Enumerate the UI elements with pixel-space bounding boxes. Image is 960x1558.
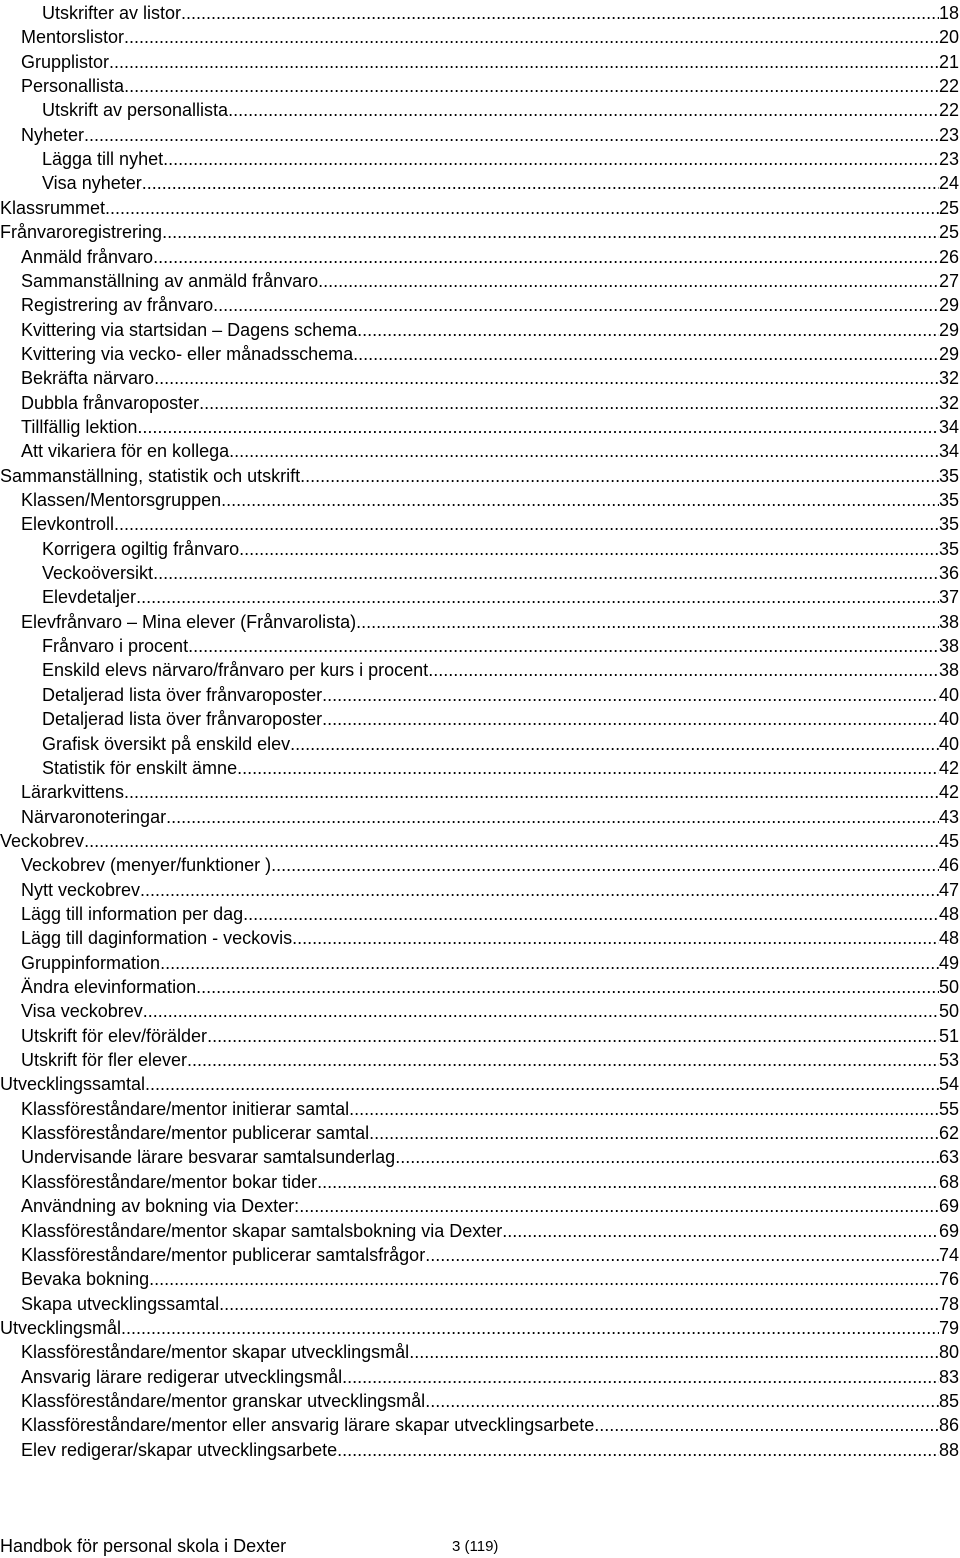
toc-entry-page-number: 46 [938, 855, 959, 876]
toc-entry-page-number: 63 [938, 1147, 959, 1168]
toc-entry-page-number: 20 [938, 27, 959, 48]
toc-entry[interactable] [0, 829, 959, 853]
toc-entry-page-number: 43 [938, 806, 959, 827]
toc-entry-title: Grupplistor [21, 51, 110, 72]
toc-dot-leader [207, 1024, 939, 1048]
toc-entry-title: Detaljerad lista över frånvaroposter [42, 684, 323, 705]
toc-dot-leader [162, 220, 939, 244]
toc-dot-leader [300, 464, 939, 488]
toc-entry[interactable] [0, 1048, 959, 1072]
toc-dot-leader [105, 196, 939, 220]
toc-entry[interactable] [0, 1243, 959, 1267]
toc-entry-page-number: 42 [938, 757, 959, 778]
toc-dot-leader [395, 1145, 939, 1169]
toc-dot-leader [124, 25, 939, 49]
toc-entry-page-number: 40 [938, 733, 959, 754]
toc-entry-title: Klassföreståndare/mentor bokar tider [21, 1171, 318, 1192]
toc-dot-leader [153, 245, 939, 269]
toc-entry[interactable] [0, 610, 959, 634]
toc-entry[interactable] [0, 512, 959, 536]
toc-entry-title: Utvecklingsmål [0, 1317, 122, 1338]
toc-dot-leader [292, 926, 939, 950]
toc-dot-leader [234, 439, 939, 463]
toc-entry[interactable] [0, 1438, 959, 1462]
toc-entry-page-number: 54 [938, 1074, 959, 1095]
footer-title: Handbok för personal skola i Dexter [0, 1536, 287, 1556]
toc-entry-title: Frånvaroregistrering [0, 222, 163, 243]
toc-entry-page-number: 40 [938, 684, 959, 705]
toc-entry-title: Veckobrev [0, 830, 85, 851]
toc-entry-page-number: 79 [938, 1317, 959, 1338]
toc-entry-title: Sammanställning, statistik och utskrift [0, 465, 301, 486]
toc-entry-title: Att vikariera för en kollega. [21, 441, 235, 462]
toc-entry[interactable] [0, 1024, 959, 1048]
toc-entry-page-number: 23 [938, 124, 959, 145]
toc-entry[interactable] [0, 245, 959, 269]
toc-dot-leader [239, 537, 939, 561]
toc-dot-leader [228, 98, 939, 122]
toc-dot-leader [149, 1267, 939, 1291]
toc-entry-title: Klassföreståndare/mentor skapar utvecklingsmål [21, 1342, 410, 1363]
toc-entry[interactable] [0, 391, 959, 415]
toc-entry-title: Ändra elevinformation [21, 977, 197, 997]
toc-entry[interactable] [0, 951, 959, 975]
toc-dot-leader [142, 171, 939, 195]
toc-entry-title: Nytt veckobrev [21, 879, 141, 900]
toc-dot-leader [409, 1340, 939, 1364]
toc-entry[interactable] [0, 878, 959, 902]
toc-dot-leader [196, 975, 939, 999]
toc-entry[interactable] [0, 999, 959, 1023]
toc-entry-page-number: 88 [938, 1439, 959, 1460]
toc-entry-page-number: 29 [938, 319, 959, 340]
toc-entry-page-number: 32 [938, 392, 959, 413]
toc-entry-title: Registrering av frånvaro [21, 295, 214, 316]
toc-entry-title: Visa veckobrev [21, 1001, 143, 1022]
toc-entry-page-number: 35 [938, 490, 959, 510]
toc-entry-page-number: 35 [938, 538, 959, 559]
toc-dot-leader [502, 1219, 939, 1243]
toc-dot-leader [199, 391, 939, 415]
toc-dot-leader [124, 74, 939, 98]
toc-entry[interactable] [0, 732, 959, 756]
toc-dot-leader [187, 1048, 939, 1072]
toc-entry-title: Klassföreståndare/mentor publicerar samtalsfrågor [21, 1244, 426, 1265]
toc-entry-page-number: 51 [938, 1025, 959, 1046]
toc-entry[interactable] [0, 1145, 959, 1169]
toc-entry[interactable] [0, 293, 959, 317]
toc-dot-leader [237, 756, 939, 780]
toc-entry-title: Bekräfta närvaro [21, 368, 155, 389]
toc-entry[interactable] [0, 634, 959, 658]
toc-entry[interactable] [0, 1413, 959, 1437]
toc-entry[interactable] [0, 196, 959, 220]
toc-dot-leader [124, 780, 939, 804]
toc-entry-title: Klassen/Mentorsgruppen [21, 490, 222, 510]
toc-dot-leader [356, 610, 939, 634]
toc-entry-page-number: 18 [938, 3, 959, 23]
toc-dot-leader [219, 1292, 939, 1316]
toc-entry-page-number: 86 [938, 1415, 959, 1436]
toc-entry-page-number: 48 [938, 928, 959, 949]
toc-entry-page-number: 29 [938, 343, 959, 364]
toc-entry-title: Utskrift av personallista [42, 100, 229, 121]
toc-dot-leader [114, 512, 939, 536]
toc-dot-leader [109, 50, 939, 74]
toc-entry-page-number: 45 [938, 830, 959, 851]
toc-entry-page-number: 38 [938, 660, 959, 681]
toc-dot-leader [163, 147, 939, 171]
toc-entry[interactable] [0, 805, 959, 829]
toc-entry-title: Elev redigerar/skapar utvecklingsarbete [21, 1439, 338, 1460]
toc-entry-title: Sammanställning av anmäld frånvaro [21, 270, 319, 291]
toc-entry-page-number: 62 [938, 1123, 959, 1144]
toc-dot-leader [425, 1389, 939, 1413]
toc-entry[interactable] [0, 756, 959, 780]
toc-entry-title: Mentorslistor [21, 27, 125, 48]
toc-entry-page-number: 47 [938, 879, 959, 900]
toc-entry-title: Statistik för enskilt ämne [42, 757, 238, 778]
toc-entry-page-number: 69 [938, 1196, 959, 1217]
toc-entry-title: Utskrift för fler elever [21, 1050, 188, 1071]
toc-entry[interactable] [0, 1292, 959, 1316]
toc-entry-page-number: 76 [938, 1269, 959, 1290]
toc-entry[interactable] [0, 1219, 959, 1243]
toc-entry[interactable] [0, 318, 959, 342]
toc-dot-leader [299, 1194, 939, 1218]
toc-dot-leader [349, 1097, 939, 1121]
toc-entry[interactable] [0, 1340, 959, 1364]
toc-dot-leader [153, 561, 939, 585]
toc-entry-page-number: 55 [938, 1098, 959, 1119]
toc-entry[interactable] [0, 537, 959, 561]
toc-dot-leader [322, 707, 939, 731]
toc-dot-leader [145, 1072, 939, 1096]
toc-dot-leader [121, 1316, 939, 1340]
toc-entry-page-number: 26 [938, 246, 959, 267]
toc-entry[interactable] [0, 415, 959, 439]
toc-entry-title: Kvittering via startsidan – Dagens schema [21, 319, 358, 340]
toc-entry[interactable] [0, 683, 959, 707]
toc-entry-page-number: 22 [938, 100, 959, 121]
toc-entry-title: Klassföreståndare/mentor publicerar samtal [21, 1123, 370, 1144]
toc-entry-page-number: 24 [938, 173, 959, 194]
toc-entry-page-number: 80 [938, 1342, 959, 1363]
toc-entry[interactable] [0, 1170, 959, 1194]
toc-entry-page-number: 38 [938, 636, 959, 657]
toc-entry-title: Tillfällig lektion [21, 416, 138, 437]
toc-dot-leader [84, 829, 939, 853]
toc-entry-title: Ansvarig lärare redigerar utvecklingsmål [21, 1366, 343, 1387]
toc-entry[interactable] [0, 269, 959, 293]
toc-dot-leader [137, 415, 939, 439]
toc-entry[interactable] [0, 74, 959, 98]
toc-dot-leader [425, 1243, 939, 1267]
toc-entry-page-number: 78 [938, 1293, 959, 1314]
toc-entry-page-number: 50 [938, 977, 959, 997]
toc-entry-title: Nyheter [21, 124, 85, 145]
toc-entry[interactable] [0, 1267, 959, 1291]
toc-entry-page-number: 34 [938, 416, 959, 437]
toc-entry[interactable] [0, 780, 959, 804]
toc-entry-page-number: 40 [938, 709, 959, 730]
toc-entry-page-number: 83 [938, 1366, 959, 1387]
toc-entry-title: Klassföreståndare/mentor skapar samtalsbokning via Dexter [21, 1220, 503, 1241]
toc-entry-page-number: 69 [938, 1220, 959, 1241]
toc-entry[interactable] [0, 1, 959, 25]
toc-dot-leader [166, 805, 939, 829]
toc-entry-title: Gruppinformation [21, 952, 161, 973]
toc-entry-title: Användning av bokning via Dexter: [21, 1196, 300, 1217]
toc-entry-title: Personallista [21, 76, 125, 97]
toc-entry-title: Lärarkvittens [21, 782, 125, 803]
toc-entry-page-number: 49 [938, 952, 959, 973]
toc-dot-leader [342, 1365, 939, 1389]
toc-entry[interactable] [0, 98, 959, 122]
toc-entry-title: Lägga till nyhet [42, 149, 164, 170]
toc-entry-title: Dubbla frånvaroposter [21, 392, 200, 413]
toc-dot-leader [143, 999, 939, 1023]
toc-entry[interactable] [0, 1194, 959, 1218]
toc-dot-leader [594, 1413, 939, 1437]
toc-entry-page-number: 29 [938, 295, 959, 316]
toc-entry-page-number: 37 [938, 587, 959, 608]
toc-entry-title: Klassföreståndare/mentor eller ansvarig lärare skapar utvecklingsarbete [21, 1415, 595, 1436]
toc-entry-page-number: 85 [938, 1390, 959, 1411]
toc-entry-page-number: 42 [938, 782, 959, 803]
toc-entry-title: Anmäld frånvaro [21, 246, 154, 267]
toc-entry-title: Undervisande lärare besvarar samtalsunderlag [21, 1147, 396, 1168]
toc-entry-title: Visa nyheter [42, 173, 142, 194]
toc-entry-page-number: 35 [938, 514, 959, 535]
toc-dot-leader [317, 1170, 939, 1194]
toc-entry-page-number: 53 [938, 1050, 959, 1071]
toc-entry[interactable] [0, 439, 959, 463]
toc-entry[interactable] [0, 853, 959, 877]
toc-entry[interactable] [0, 1097, 959, 1121]
toc-entry-title: Grafisk översikt på enskild elev [42, 733, 291, 754]
toc-entry-page-number: 38 [938, 611, 959, 632]
toc-dot-leader [322, 683, 939, 707]
toc-entry-title: Korrigera ogiltig frånvaro [42, 538, 240, 559]
footer-page-number: 3 (119) [452, 1538, 499, 1555]
toc-entry[interactable] [0, 171, 959, 195]
toc-entry[interactable] [0, 464, 959, 488]
toc-entry-title: Klassrummet [0, 197, 106, 218]
toc-entry-title: Frånvaro i procent [42, 636, 189, 657]
toc-entry-page-number: 68 [938, 1171, 959, 1192]
toc-entry-page-number: 21 [938, 51, 959, 72]
toc-entry-title: Veckobrev (menyer/funktioner ) [21, 855, 272, 876]
toc-entry-page-number: 48 [938, 903, 959, 924]
toc-entry[interactable] [0, 123, 959, 147]
toc-entry-page-number: 74 [938, 1244, 959, 1265]
toc-entry[interactable] [0, 366, 959, 390]
toc-entry-title: Elevkontroll [21, 514, 115, 535]
toc-entry[interactable] [0, 1389, 959, 1413]
toc-dot-leader [357, 318, 939, 342]
toc-entry[interactable] [0, 1121, 959, 1145]
toc-entry-title: Detaljerad lista över frånvaroposter [42, 709, 323, 730]
toc-entry[interactable] [0, 25, 959, 49]
toc-entry-title: Lägg till daginformation - veckovis [21, 928, 293, 949]
toc-entry-title: Närvaronoteringar [21, 806, 167, 827]
toc-dot-leader [136, 585, 939, 609]
toc-entry-title: Klassföreståndare/mentor granskar utvecklingsmål [21, 1390, 426, 1411]
toc-dot-leader [353, 342, 939, 366]
toc-dot-leader [188, 634, 939, 658]
toc-dot-leader [84, 123, 939, 147]
toc-entry[interactable] [0, 975, 959, 999]
toc-entry-title: Elevdetaljer [42, 587, 137, 608]
toc-entry[interactable] [0, 488, 959, 512]
toc-entry[interactable] [0, 658, 959, 682]
toc-entry-page-number: 27 [938, 270, 959, 291]
toc-entry-title: Elevfrånvaro – Mina elever (Frånvarolista) [21, 611, 357, 632]
toc-entry-page-number: 25 [938, 197, 959, 218]
toc-entry-title: Klassföreståndare/mentor initierar samtal [21, 1098, 350, 1119]
toc-entry-page-number: 23 [938, 149, 959, 170]
toc-entry[interactable] [0, 585, 959, 609]
toc-entry[interactable] [0, 1072, 959, 1096]
toc-entry-title: Lägg till information per dag [21, 903, 244, 924]
toc-entry-title: Utvecklingssamtal [0, 1074, 146, 1095]
toc-dot-leader [213, 293, 939, 317]
toc-entry[interactable] [0, 147, 959, 171]
toc-dot-leader [154, 366, 939, 390]
toc-entry[interactable] [0, 1316, 959, 1340]
toc-dot-leader [140, 878, 939, 902]
toc-dot-leader [181, 1, 939, 25]
toc-entry[interactable] [0, 342, 959, 366]
toc-entry[interactable] [0, 707, 959, 731]
toc-entry[interactable] [0, 50, 959, 74]
toc-dot-leader [318, 269, 939, 293]
toc-entry-title: Bevaka bokning [21, 1269, 150, 1290]
toc-entry-title: Veckoöversikt [42, 563, 154, 584]
toc-dot-leader [428, 658, 939, 682]
toc-entry-page-number: 50 [938, 1001, 959, 1022]
toc-entry-page-number: 32 [938, 368, 959, 389]
toc-entry[interactable] [0, 902, 959, 926]
toc-dot-leader [160, 951, 939, 975]
toc-dot-leader [369, 1121, 939, 1145]
toc-dot-leader [243, 902, 939, 926]
toc-entry-page-number: 22 [938, 76, 959, 97]
toc-entry-title: Skapa utvecklingssamtal [21, 1293, 220, 1314]
toc-entry[interactable] [0, 220, 959, 244]
toc-entry-title: Utskrifter av listor [42, 3, 182, 23]
toc-entry-title: Utskrift för elev/förälder [21, 1025, 208, 1046]
toc-entry-page-number: 25 [938, 222, 959, 243]
toc-entry[interactable] [0, 1365, 959, 1389]
toc-entry[interactable] [0, 561, 959, 585]
toc-dot-leader [221, 488, 939, 512]
toc-dot-leader [271, 853, 939, 877]
toc-entry-page-number: 34 [938, 441, 959, 462]
toc-entry-title: Enskild elevs närvaro/frånvaro per kurs i procent [42, 660, 429, 681]
toc-entry-title: Kvittering via vecko- eller månadsschema [21, 343, 354, 364]
toc-dot-leader [337, 1438, 939, 1462]
toc-entry[interactable] [0, 926, 959, 950]
toc-dot-leader [290, 732, 939, 756]
toc-entry-page-number: 35 [938, 465, 959, 486]
toc-entry-page-number: 36 [938, 563, 959, 584]
